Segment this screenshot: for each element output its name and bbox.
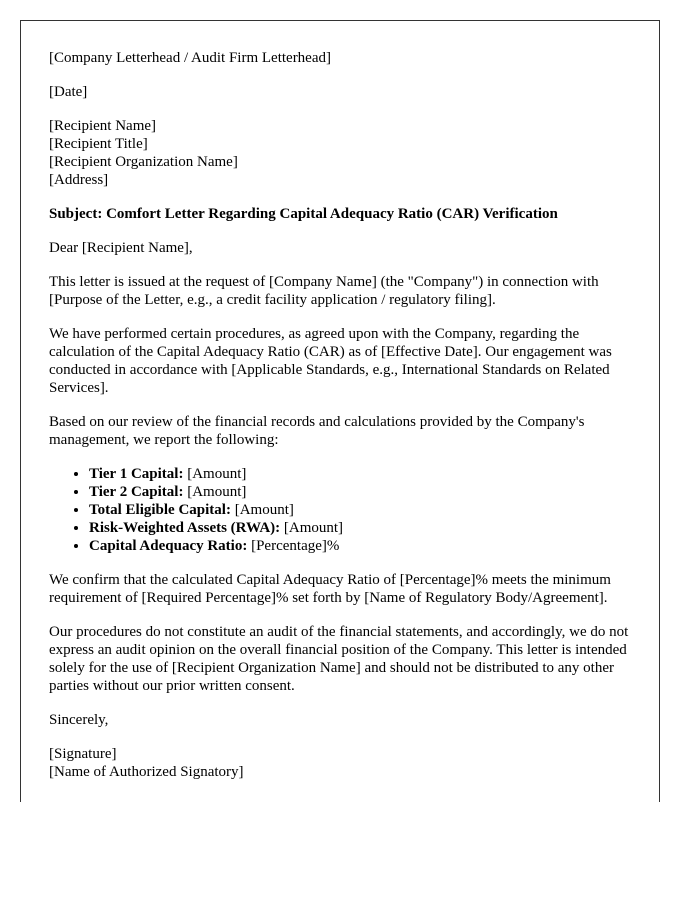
recipient-address: [Address] — [49, 172, 109, 188]
subject — [49, 205, 631, 223]
list-item — [89, 501, 631, 519]
signature-block — [49, 745, 631, 781]
item-value: [Amount] — [183, 466, 247, 482]
item-value: [Percentage]% — [247, 538, 340, 554]
recipient-block — [49, 117, 631, 189]
recipient-name: [Recipient Name] — [49, 118, 157, 134]
findings-list — [49, 465, 631, 555]
recipient-organization: [Recipient Organization Name] — [49, 154, 238, 170]
recipient-title: [Recipient Title] — [49, 136, 148, 152]
salutation: Dear [Recipient Name], — [49, 240, 193, 256]
item-label: Risk-Weighted Assets (RWA): — [89, 520, 281, 536]
item-value: [Amount] — [230, 502, 294, 518]
signature: [Signature] — [49, 746, 117, 762]
list-item — [89, 483, 631, 501]
paragraph-findings: Based on our review of the financial records and calculations provided by the Company's management, we report the following: — [49, 414, 585, 448]
subject-text: Subject: Comfort Letter Regarding Capital Adequacy Ratio (CAR) Verification — [49, 206, 558, 222]
item-label: Capital Adequacy Ratio: — [89, 538, 248, 554]
item-value: [Amount] — [280, 520, 344, 536]
item-label: Tier 1 Capital: — [89, 466, 184, 482]
item-label: Tier 2 Capital: — [89, 484, 184, 500]
paragraph-procedures: We have performed certain procedures, as agreed upon with the Company, regarding the calculation of the Capital Adequacy Ratio (CAR) as of [Effective Date]. Our engagement was conducted in accordance with [Applicable Standards, e.g., International Standards on Related Services]. — [49, 326, 612, 396]
list-item — [89, 537, 631, 555]
item-value: [Amount] — [183, 484, 247, 500]
letter-page — [20, 20, 660, 802]
item-label: Total Eligible Capital: — [89, 502, 231, 518]
date: [Date] — [49, 84, 88, 100]
signoff: Sincerely, — [49, 712, 109, 728]
signatory-name: [Name of Authorized Signatory] — [49, 764, 244, 780]
list-item — [89, 519, 631, 537]
paragraph-confirmation: We confirm that the calculated Capital Adequacy Ratio of [Percentage]% meets the minimum requirement of [Required Percentage]% set forth by [Name of Regulatory Body/Agreement]. — [49, 572, 611, 606]
paragraph-intro: This letter is issued at the request of [Company Name] (the "Company") in connection with [Purpose of the Letter, e.g., a credit facility application / regulatory filing]. — [49, 274, 599, 308]
paragraph-disclaimer: Our procedures do not constitute an audit of the financial statements, and accordingly, we do not express an audit opinion on the overall financial position of the Company. This letter is intended solely for the use of [Recipient Organization Name] and should not be distributed to any other parties without our prior written consent. — [49, 624, 629, 694]
letterhead: [Company Letterhead / Audit Firm Letterhead] — [49, 50, 331, 66]
list-item — [89, 465, 631, 483]
